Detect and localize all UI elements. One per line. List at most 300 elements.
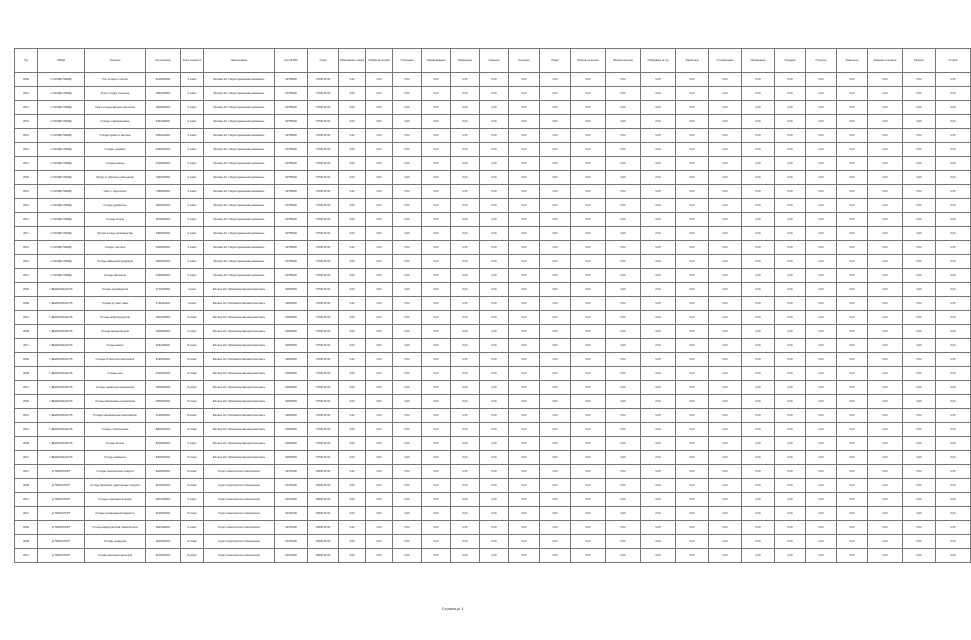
table-cell: 78000 00 00 — [308, 549, 339, 563]
table-cell: 0,00 — [868, 269, 903, 283]
table-cell: 2008 — [15, 297, 38, 311]
column-header: Наличие — [903, 49, 936, 73]
table-cell: 0,00 — [837, 73, 868, 87]
table-cell: 0,00 — [676, 171, 709, 185]
table-cell: Филиал АО «Производственный комплекс» — [204, 339, 275, 353]
table-cell: Отходы бумаги и картона — [85, 129, 146, 143]
table-row — [15, 213, 971, 227]
table-cell: Д ТРАНСПОРТ — [38, 549, 85, 563]
table-cell: 0,00 — [868, 157, 903, 171]
table-cell: 0,00 — [709, 157, 742, 171]
table-cell: 0,00 — [806, 241, 837, 255]
table-cell: 0,00 — [422, 255, 451, 269]
table-cell: 0,00 — [451, 143, 480, 157]
table-cell: 0,00 — [641, 409, 676, 423]
table-cell: 2008 — [15, 325, 38, 339]
table-cell: 0,00 — [571, 283, 606, 297]
table-cell: III класс — [181, 311, 204, 325]
table-cell: 0,00 — [451, 353, 480, 367]
table-cell: 0,00 — [837, 255, 868, 269]
column-header: Образование отходов — [339, 49, 366, 73]
table-cell: 54756000 — [275, 101, 308, 115]
table-cell: 0,00 — [540, 171, 571, 185]
table-cell: 0,00 — [540, 283, 571, 297]
table-cell: 0,00 — [709, 311, 742, 325]
table-cell: 0,00 — [742, 409, 775, 423]
table-cell: 0,00 — [742, 465, 775, 479]
table-cell: 0,00 — [509, 507, 540, 521]
table-cell: 0,00 — [366, 129, 393, 143]
table-cell: 4051010001 — [146, 129, 181, 143]
table-cell: 2008 — [15, 535, 38, 549]
table-cell: 0,00 — [641, 465, 676, 479]
table-cell: 0,00 — [868, 507, 903, 521]
table-cell: 0,00 — [451, 409, 480, 423]
table-cell: 0,00 — [903, 367, 936, 381]
table-cell: 0,00 — [571, 185, 606, 199]
table-cell: 0,00 — [540, 381, 571, 395]
table-cell: 54756000 — [275, 157, 308, 171]
table-cell: 0,00 — [837, 479, 868, 493]
table-cell: 0,00 — [422, 493, 451, 507]
table-cell: 0,00 — [339, 311, 366, 325]
table-cell: 9211000001 — [146, 535, 181, 549]
table-cell: 0,00 — [641, 157, 676, 171]
table-cell: 0,00 — [480, 199, 509, 213]
table-cell: 77000 00 00 — [308, 437, 339, 451]
table-cell: 0,00 — [480, 143, 509, 157]
table-cell: 0,00 — [422, 395, 451, 409]
table-cell: Отходы лакокрасочных материалов — [85, 409, 146, 423]
table-cell: 0,00 — [606, 213, 641, 227]
table-cell: 0,00 — [837, 451, 868, 465]
table-cell: 0,00 — [540, 353, 571, 367]
table-cell: 0,00 — [480, 465, 509, 479]
table-cell: 0,00 — [806, 143, 837, 157]
table-cell: 0,00 — [366, 479, 393, 493]
table-cell: 0,00 — [806, 199, 837, 213]
table-cell: 0,00 — [936, 171, 971, 185]
table-cell: 0,00 — [676, 549, 709, 563]
table-cell: 77000 00 00 — [308, 353, 339, 367]
page-footer: Страница 1 — [441, 606, 464, 611]
table-cell: 0,00 — [606, 283, 641, 297]
table-row — [15, 297, 971, 311]
table-cell: 0,00 — [868, 451, 903, 465]
table-cell: С ОКПД2 ОКВЭД — [38, 157, 85, 171]
table-cell: 0,00 — [451, 535, 480, 549]
table-cell: 0,00 — [571, 171, 606, 185]
table-cell: Д ТРАНСПОРТ — [38, 535, 85, 549]
table-cell: Г ДЕЯТЕЛЬНОСТЬ — [38, 381, 85, 395]
table-cell: 4710100001 — [146, 283, 181, 297]
table-cell: IV класс — [181, 465, 204, 479]
table-cell: 0,00 — [422, 143, 451, 157]
table-cell: 0,00 — [509, 171, 540, 185]
table-cell: 4000000001 — [146, 227, 181, 241]
table-cell: 0,00 — [606, 297, 641, 311]
table-cell: 0,00 — [806, 353, 837, 367]
table-row — [15, 129, 971, 143]
table-cell: 0,00 — [339, 451, 366, 465]
table-cell: 0,00 — [571, 339, 606, 353]
table-cell: 54656000 — [275, 423, 308, 437]
table-cell: 0,00 — [903, 395, 936, 409]
table-cell: 2012 — [15, 241, 38, 255]
table-cell: 4310000002 — [146, 367, 181, 381]
table-cell: 0,00 — [641, 311, 676, 325]
table-cell: 0,00 — [806, 73, 837, 87]
table-cell: 0,00 — [709, 227, 742, 241]
table-cell: 0,00 — [339, 241, 366, 255]
table-cell: 4510000001 — [146, 213, 181, 227]
table-cell: 0,00 — [540, 535, 571, 549]
table-cell: 4820000001 — [146, 255, 181, 269]
table-cell: 0,00 — [641, 395, 676, 409]
table-cell: 0,00 — [571, 143, 606, 157]
table-cell: 0,00 — [868, 101, 903, 115]
header-row — [15, 49, 971, 73]
table-cell: 0,00 — [742, 325, 775, 339]
table-cell: 0,00 — [676, 451, 709, 465]
table-cell: Г ДЕЯТЕЛЬНОСТЬ — [38, 283, 85, 297]
table-cell: 0,00 — [339, 227, 366, 241]
table-cell: 2012 — [15, 381, 38, 395]
table-cell: 0,00 — [480, 423, 509, 437]
table-cell: 0,00 — [366, 311, 393, 325]
table-cell: 0,00 — [480, 493, 509, 507]
table-cell: 0,00 — [903, 255, 936, 269]
table-cell: III класс — [181, 339, 204, 353]
table-cell: 0,00 — [868, 325, 903, 339]
table-cell: Отходы фильтров транспортных средств — [85, 479, 146, 493]
table-cell: 0,00 — [480, 339, 509, 353]
table-cell: 0,00 — [806, 465, 837, 479]
table-row — [15, 87, 971, 101]
table-cell: 0,00 — [540, 143, 571, 157]
table-cell: 0,00 — [339, 437, 366, 451]
table-cell: 0,00 — [540, 157, 571, 171]
table-cell: 0,00 — [775, 479, 806, 493]
table-cell: 0,00 — [709, 255, 742, 269]
table-cell: 0,00 — [936, 283, 971, 297]
table-cell: 77000 00 00 — [308, 129, 339, 143]
table-cell: 77000 00 00 — [308, 87, 339, 101]
table-cell: 0,00 — [540, 339, 571, 353]
table-cell: 0,00 — [422, 199, 451, 213]
table-cell: 0,00 — [339, 185, 366, 199]
table-cell: 0,00 — [480, 115, 509, 129]
table-cell: 0,00 — [903, 507, 936, 521]
table-cell: 0,00 — [393, 493, 422, 507]
table-cell: 77000 00 00 — [308, 213, 339, 227]
table-cell: 0,00 — [480, 451, 509, 465]
table-cell: Филиал АО «Производственный комплекс» — [204, 395, 275, 409]
table-cell: 0,00 — [422, 423, 451, 437]
table-cell: 77000 00 00 — [308, 115, 339, 129]
table-row — [15, 353, 971, 367]
table-cell: 0,00 — [393, 339, 422, 353]
table-cell: 0,00 — [422, 241, 451, 255]
table-row — [15, 73, 971, 87]
table-cell: 0,00 — [571, 395, 606, 409]
table-cell: Отходы покрышек — [85, 535, 146, 549]
table-cell: 0,00 — [509, 395, 540, 409]
table-cell: 0,00 — [422, 297, 451, 311]
table-cell: 0,00 — [451, 311, 480, 325]
table-cell: 0,00 — [451, 241, 480, 255]
table-cell: 0,00 — [837, 409, 868, 423]
table-cell: 0,00 — [641, 381, 676, 395]
table-cell: 9210000001 — [146, 479, 181, 493]
table-cell: 77000 00 00 — [308, 325, 339, 339]
table-cell: 0,00 — [422, 87, 451, 101]
table-cell: 0,00 — [480, 521, 509, 535]
table-cell: 0,00 — [903, 171, 936, 185]
table-row — [15, 479, 971, 493]
table-cell: 0,00 — [868, 283, 903, 297]
table-cell: С ОКПД2 ОКВЭД — [38, 115, 85, 129]
table-cell: 0,00 — [742, 521, 775, 535]
table-cell: 0,00 — [903, 73, 936, 87]
waste-table — [14, 48, 971, 563]
table-cell: 0,00 — [540, 241, 571, 255]
table-cell: IV класс — [181, 395, 204, 409]
table-cell: 0,00 — [509, 129, 540, 143]
table-cell: 0,00 — [903, 297, 936, 311]
table-cell: 0,00 — [742, 227, 775, 241]
column-header: Передача — [509, 49, 540, 73]
table-cell: 0,00 — [936, 297, 971, 311]
table-cell: 0,00 — [806, 213, 837, 227]
table-cell: 0,00 — [676, 255, 709, 269]
table-cell: 0,00 — [936, 339, 971, 353]
table-cell: 2006 — [15, 171, 38, 185]
table-cell: 0,00 — [480, 73, 509, 87]
table-cell: Отдел транспортного обеспечения — [204, 479, 275, 493]
table-cell: 0,00 — [709, 423, 742, 437]
table-cell: 0,00 — [480, 255, 509, 269]
table-cell: 0,00 — [571, 437, 606, 451]
table-cell: Д ТРАНСПОРТ — [38, 493, 85, 507]
table-row — [15, 493, 971, 507]
table-cell: 0,00 — [509, 101, 540, 115]
table-cell: 0,00 — [606, 507, 641, 521]
table-cell: 0,00 — [936, 409, 971, 423]
column-header: Обезврежено — [742, 49, 775, 73]
table-cell: 0,00 — [451, 297, 480, 311]
table-cell: 0,00 — [393, 549, 422, 563]
table-cell: 0,00 — [868, 423, 903, 437]
table-cell: 54756000 — [275, 185, 308, 199]
table-cell: 0,00 — [540, 269, 571, 283]
table-cell: 0,00 — [936, 451, 971, 465]
table-cell: Отходы пластмассовые — [85, 115, 146, 129]
table-cell: 0,00 — [393, 199, 422, 213]
table-cell: Г ДЕЯТЕЛЬНОСТЬ — [38, 311, 85, 325]
table-cell: 2006 — [15, 521, 38, 535]
column-header: Отход — [308, 49, 339, 73]
table-cell: Отходы асфальта — [85, 451, 146, 465]
table-cell: 0,00 — [936, 87, 971, 101]
table-cell: С ОКПД2 ОКВЭД — [38, 73, 85, 87]
table-cell: 0,00 — [540, 465, 571, 479]
table-cell: 54656000 — [275, 353, 308, 367]
table-cell: I класс — [181, 283, 204, 297]
table-cell: 0,00 — [742, 213, 775, 227]
table-cell: 0,00 — [451, 227, 480, 241]
table-cell: 0,00 — [868, 367, 903, 381]
table-cell: 0,00 — [366, 101, 393, 115]
column-header: Код описания — [146, 49, 181, 73]
table-cell: 0,00 — [422, 549, 451, 563]
table-cell: 0,00 — [641, 493, 676, 507]
table-cell: 0,00 — [571, 325, 606, 339]
table-cell: 0,00 — [742, 423, 775, 437]
table-cell: 0,00 — [806, 549, 837, 563]
table-cell: 0,00 — [868, 311, 903, 325]
table-cell: 0,00 — [676, 213, 709, 227]
table-cell: 0,00 — [480, 353, 509, 367]
table-cell: Отходы аккумуляторов транспортных — [85, 521, 146, 535]
table-cell: III класс — [181, 549, 204, 563]
table-cell: 0,00 — [775, 185, 806, 199]
table-cell: 0,00 — [540, 423, 571, 437]
table-cell: 0,00 — [480, 297, 509, 311]
table-cell: 77000 00 00 — [308, 409, 339, 423]
table-cell: 0,00 — [366, 493, 393, 507]
table-cell: 0,00 — [451, 73, 480, 87]
table-cell: 0,00 — [936, 437, 971, 451]
table-cell: 0,00 — [606, 73, 641, 87]
table-cell: 54756000 — [275, 213, 308, 227]
column-header: Размещено — [837, 49, 868, 73]
table-cell: 0,00 — [806, 283, 837, 297]
table-cell: 0,00 — [936, 353, 971, 367]
table-row — [15, 199, 971, 213]
table-cell: 0,00 — [540, 129, 571, 143]
table-cell: 0,00 — [451, 381, 480, 395]
table-cell: 0,00 — [339, 157, 366, 171]
table-cell: 0,00 — [742, 255, 775, 269]
table-cell: 0,00 — [480, 437, 509, 451]
table-cell: 0,00 — [366, 227, 393, 241]
table-cell: Отходы абразивных материалов — [85, 395, 146, 409]
table-cell: 0,00 — [676, 479, 709, 493]
table-cell: 0,00 — [422, 227, 451, 241]
table-cell: 0,00 — [393, 409, 422, 423]
table-cell: 0,00 — [868, 171, 903, 185]
table-cell: V класс — [181, 437, 204, 451]
table-cell: 0,00 — [480, 283, 509, 297]
table-cell: 0,00 — [709, 535, 742, 549]
column-header: Обработано — [676, 49, 709, 73]
table-cell: С ОКПД2 ОКВЭД — [38, 171, 85, 185]
table-cell: 0,00 — [606, 325, 641, 339]
table-cell: 9218100001 — [146, 507, 181, 521]
table-cell: 0,00 — [339, 101, 366, 115]
table-cell: III класс — [181, 479, 204, 493]
table-cell: Отходы резины — [85, 157, 146, 171]
table-cell: 0,00 — [509, 451, 540, 465]
table-cell: 0,00 — [606, 101, 641, 115]
table-cell: 0,00 — [837, 549, 868, 563]
table-cell: 4341100001 — [146, 115, 181, 129]
table-cell: 0,00 — [676, 367, 709, 381]
table-cell: 0,00 — [339, 269, 366, 283]
table-cell: Г ДЕЯТЕЛЬНОСТЬ — [38, 409, 85, 423]
table-cell: 0,00 — [676, 73, 709, 87]
table-cell: 0,00 — [339, 171, 366, 185]
table-cell: 7331000001 — [146, 171, 181, 185]
table-cell: 0,00 — [709, 493, 742, 507]
table-cell: 0,00 — [366, 535, 393, 549]
table-cell: Отходы ртутных ламп — [85, 297, 146, 311]
table-cell: 0,00 — [393, 255, 422, 269]
table-cell: 0,00 — [422, 325, 451, 339]
table-cell: 0,00 — [742, 451, 775, 465]
table-cell: I класс — [181, 297, 204, 311]
table-cell: 0,00 — [676, 507, 709, 521]
table-cell: 0,00 — [641, 185, 676, 199]
table-cell: Отдел транспортного обеспечения — [204, 507, 275, 521]
table-cell: 0,00 — [451, 283, 480, 297]
table-cell: 0,00 — [775, 325, 806, 339]
table-cell: 0,00 — [868, 185, 903, 199]
table-cell: 0,00 — [339, 549, 366, 563]
table-cell: 0,00 — [641, 227, 676, 241]
table-cell: 0,00 — [806, 129, 837, 143]
table-cell: V класс — [181, 199, 204, 213]
table-cell: 0,00 — [936, 129, 971, 143]
table-cell: 0,00 — [366, 423, 393, 437]
table-cell: V класс — [181, 213, 204, 227]
table-cell: 0,00 — [676, 101, 709, 115]
table-cell: Д ТРАНСПОРТ — [38, 479, 85, 493]
table-cell: 0,00 — [709, 115, 742, 129]
table-cell: 0,00 — [676, 115, 709, 129]
table-cell: 0,00 — [709, 395, 742, 409]
table-cell: 0,00 — [837, 507, 868, 521]
table-cell: 0,00 — [837, 465, 868, 479]
table-cell: 2006 — [15, 73, 38, 87]
table-cell: 0,00 — [571, 297, 606, 311]
table-cell: 0,00 — [393, 311, 422, 325]
table-cell: 0,00 — [509, 255, 540, 269]
table-cell: 0,00 — [806, 367, 837, 381]
table-cell: 0,00 — [422, 381, 451, 395]
table-cell: 0,00 — [540, 115, 571, 129]
table-cell: 0,00 — [709, 283, 742, 297]
table-cell: 0,00 — [606, 115, 641, 129]
table-cell: 0,00 — [422, 185, 451, 199]
table-cell: 54701000 — [275, 493, 308, 507]
table-cell: 0,00 — [339, 297, 366, 311]
table-cell: Филиал АО «Территориальная компания» — [204, 101, 275, 115]
table-cell: 78000 00 00 — [308, 535, 339, 549]
table-cell: 0,00 — [480, 185, 509, 199]
table-cell: 0,00 — [641, 479, 676, 493]
table-cell: 0,00 — [480, 507, 509, 521]
table-cell: 0,00 — [775, 87, 806, 101]
table-cell: 0,00 — [742, 115, 775, 129]
table-cell: 54701000 — [275, 521, 308, 535]
table-cell: 0,00 — [806, 423, 837, 437]
table-cell: 0,00 — [366, 367, 393, 381]
table-cell: 0,00 — [837, 115, 868, 129]
table-cell: 0,00 — [451, 129, 480, 143]
table-cell: 0,00 — [806, 479, 837, 493]
